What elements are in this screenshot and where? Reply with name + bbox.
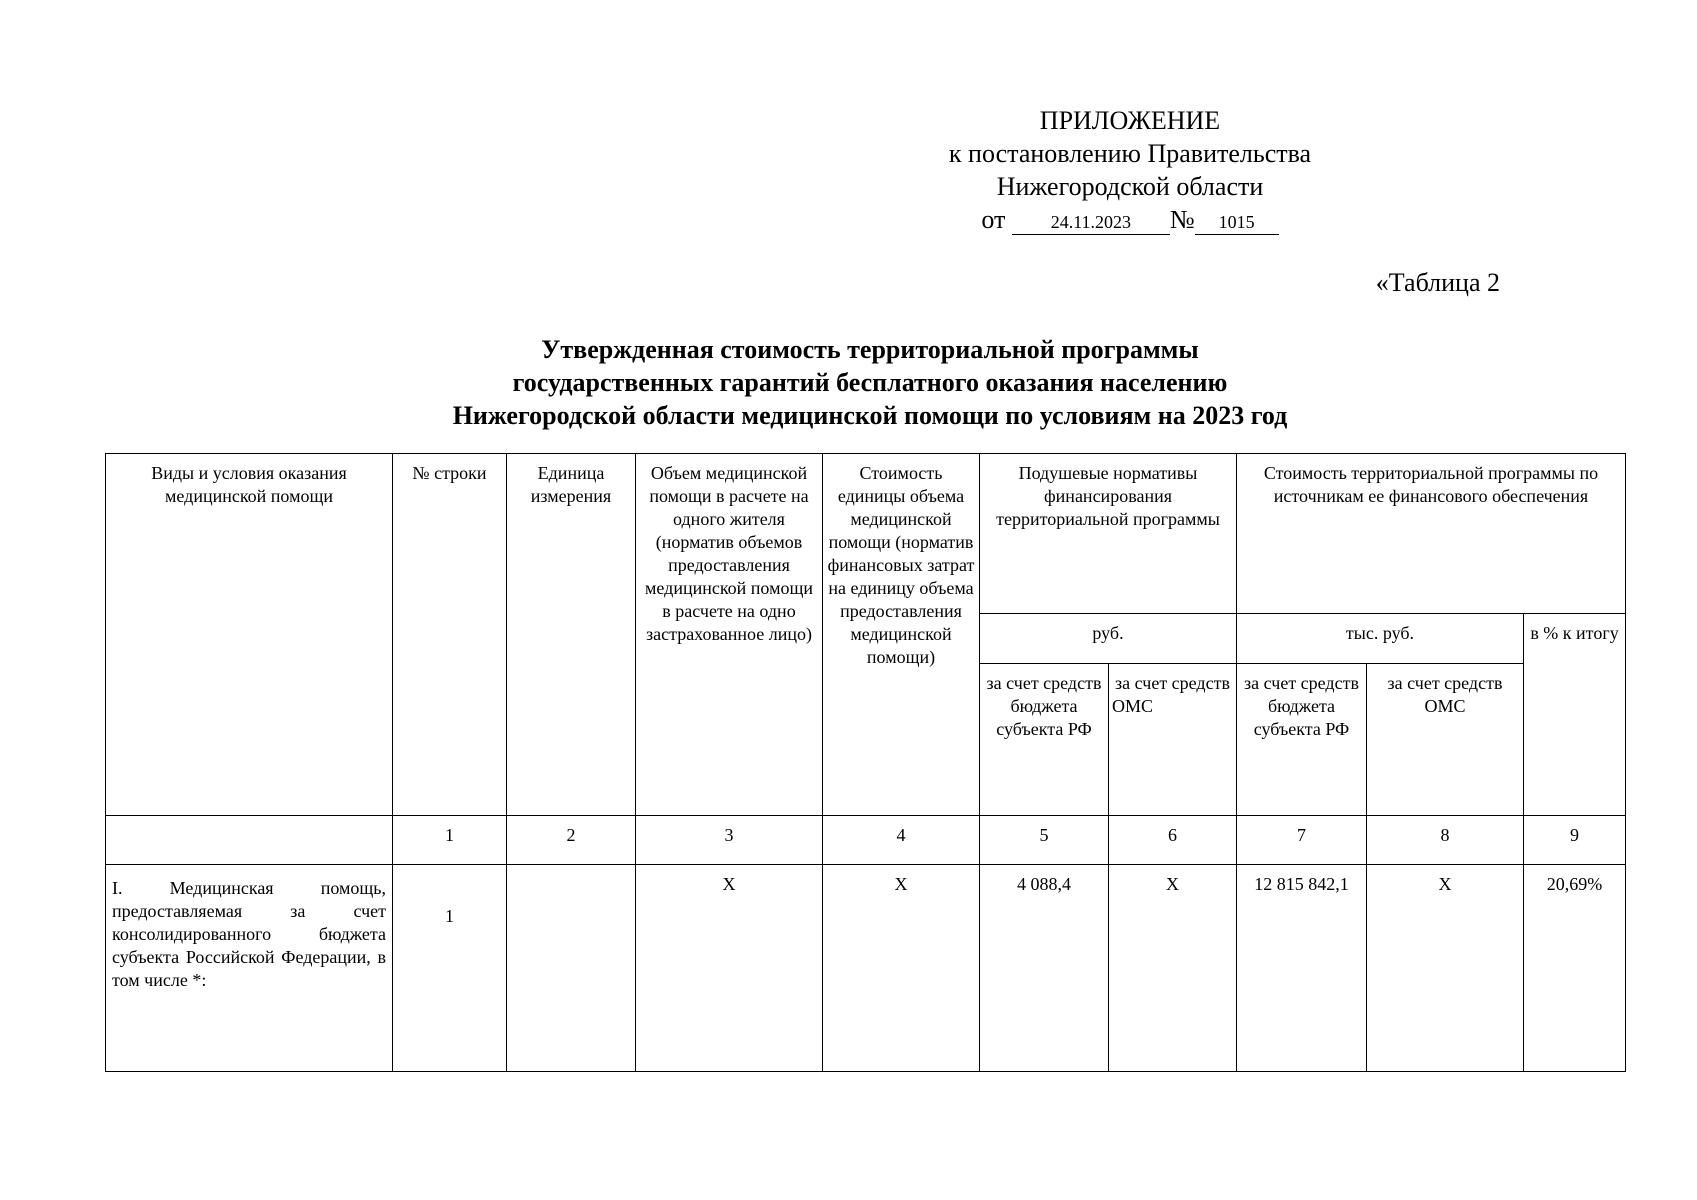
header-unit-cost: Стоимость единицы объема медицинской помощи (норматив финансовых затрат на единицу объема предоставления медицинской помощи) bbox=[823, 454, 980, 816]
column-number: 8 bbox=[1367, 816, 1524, 865]
header-cost-budget: за счет средств бюджета субъекта РФ bbox=[1237, 664, 1367, 816]
row-percapita-oms: Х bbox=[1109, 865, 1237, 1072]
header-percent-total: в % к итогу bbox=[1524, 614, 1626, 816]
number-label: № bbox=[1169, 205, 1195, 234]
resolution-date: 24.11.2023 bbox=[1012, 210, 1170, 235]
column-number: 7 bbox=[1237, 816, 1367, 865]
header-rub: руб. bbox=[980, 614, 1237, 664]
title-line-3: Нижегородской области медицинской помощи по условиям на 2023 год bbox=[452, 401, 1288, 430]
header-percapita-oms: за счет средств ОМС bbox=[1109, 664, 1237, 816]
column-number: 9 bbox=[1524, 816, 1626, 865]
title-line-2: государственных гарантий бесплатного оказания населению bbox=[512, 368, 1228, 397]
row-percent: 20,69% bbox=[1524, 865, 1626, 1072]
appendix-line-region: Нижегородской области bbox=[996, 172, 1264, 201]
appendix-header bbox=[880, 104, 1380, 236]
column-number: 3 bbox=[636, 816, 823, 865]
appendix-title: ПРИЛОЖЕНИЕ bbox=[1039, 106, 1221, 135]
header-type: Виды и условия оказания медицинской помощи bbox=[106, 454, 393, 816]
column-number: 4 bbox=[823, 816, 980, 865]
row-unit bbox=[507, 865, 636, 1072]
column-number-row bbox=[106, 816, 1626, 865]
header-percapita-budget: за счет средств бюджета субъекта РФ bbox=[980, 664, 1109, 816]
row-cost-oms: Х bbox=[1367, 865, 1524, 1072]
row-type: I. Медицинская помощь, предоставляемая за счет консолидированного бюджета субъекта Российской Федерации, в том числе *: bbox=[106, 865, 393, 1072]
row-volume: Х bbox=[636, 865, 823, 1072]
column-number bbox=[106, 816, 393, 865]
column-number: 6 bbox=[1109, 816, 1237, 865]
column-number: 2 bbox=[507, 816, 636, 865]
table-label: «Таблица 2 bbox=[1375, 268, 1500, 297]
header-cost-oms: за счет средств ОМС bbox=[1367, 664, 1524, 816]
header-unit: Единица измерения bbox=[507, 454, 636, 816]
appendix-reference bbox=[880, 203, 1380, 236]
from-label: от bbox=[981, 205, 1006, 234]
row-line-number: 1 bbox=[393, 865, 507, 1072]
header-per-capita: Подушевые нормативы финансирования территориальной программы bbox=[980, 454, 1237, 614]
appendix-line-resolution: к постановлению Правительства bbox=[948, 139, 1312, 168]
row-unit-cost: Х bbox=[823, 865, 980, 1072]
column-number: 1 bbox=[393, 816, 507, 865]
row-percapita-budget: 4 088,4 bbox=[980, 865, 1109, 1072]
cost-table bbox=[105, 453, 1626, 1072]
header-program-cost: Стоимость территориальной программы по источникам ее финансового обеспечения bbox=[1237, 454, 1626, 614]
table-row bbox=[106, 865, 1626, 1072]
title-line-1: Утвержденная стоимость территориальной программы bbox=[541, 335, 1199, 364]
header-volume: Объем медицинской помощи в расчете на одного жителя (норматив объемов предоставления медицинской помощи в расчете на одно застрахованное лицо) bbox=[636, 454, 823, 816]
header-row-1 bbox=[106, 454, 1626, 614]
document-title bbox=[140, 333, 1600, 432]
column-number: 5 bbox=[980, 816, 1109, 865]
header-thousand-rub: тыс. руб. bbox=[1237, 614, 1524, 664]
header-line-number: № строки bbox=[393, 454, 507, 816]
resolution-number: 1015 bbox=[1195, 210, 1279, 235]
row-cost-budget: 12 815 842,1 bbox=[1237, 865, 1367, 1072]
